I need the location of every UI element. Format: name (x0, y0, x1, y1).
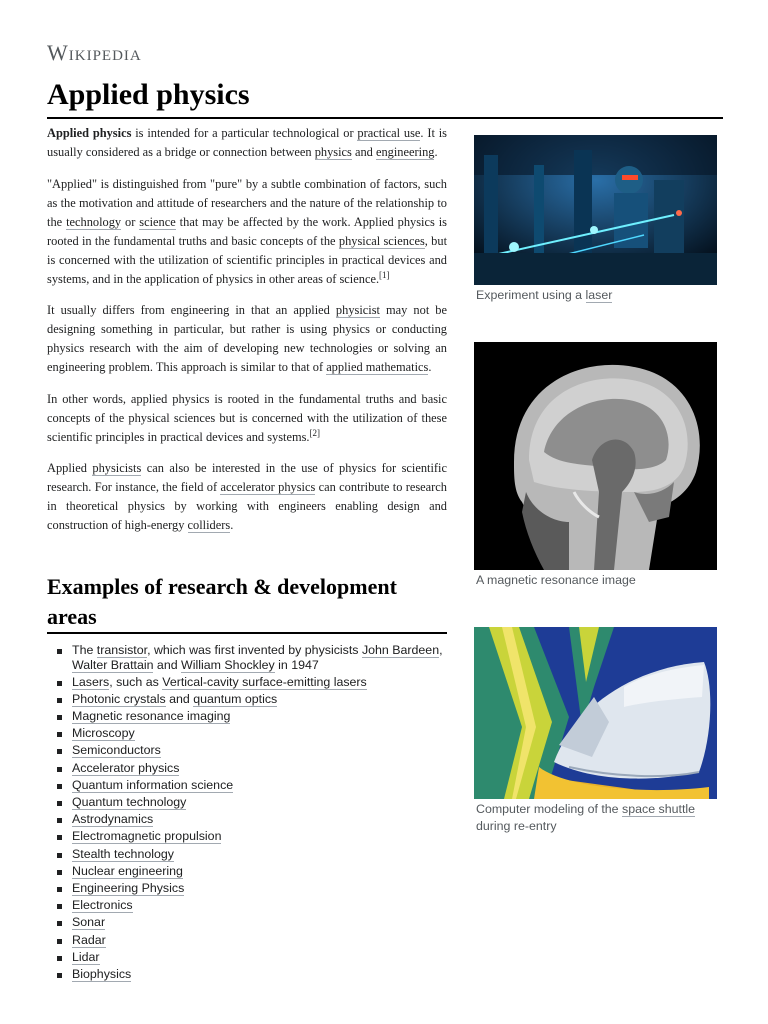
term-bold: Applied physics (47, 126, 132, 140)
text: Computer modeling of the (476, 802, 623, 816)
article-body (47, 124, 447, 548)
text: "Applied" is distinguished from "pure" by a subtle combination of factors, such as the motivation and attitude of researchers and the nature of the relationship to the (47, 176, 447, 229)
text: during re-entry (476, 819, 557, 833)
list-item (47, 675, 447, 690)
link-vcsel[interactable]: Vertical-cavity surface-emitting lasers (162, 674, 367, 689)
text: Applied (47, 461, 93, 475)
text: , such as (109, 674, 163, 689)
list-item (47, 915, 447, 930)
list-item (47, 881, 447, 896)
list-item-link[interactable]: Engineering Physics (72, 880, 185, 895)
list-item (47, 761, 447, 776)
list-item (47, 864, 447, 879)
list-item-link[interactable]: Lidar (72, 949, 100, 964)
link-lasers[interactable]: Lasers (72, 674, 110, 689)
list-item (47, 933, 447, 948)
text: or (121, 214, 140, 229)
reference-1[interactable]: [1] (379, 269, 390, 280)
list-item (47, 743, 447, 758)
text: and (165, 691, 194, 706)
link-science[interactable]: science (139, 214, 176, 229)
text: is intended for a particular technological or (131, 126, 358, 140)
list-item-link[interactable]: Astrodynamics (72, 812, 154, 827)
list-item (47, 950, 447, 965)
shuttle-caption (476, 801, 716, 835)
list-item (47, 812, 447, 827)
title-divider (47, 117, 723, 119)
laser-caption (476, 287, 716, 304)
list-item-link[interactable]: Quantum information science (72, 777, 234, 792)
section-divider (47, 632, 447, 634)
text: . (434, 145, 438, 159)
section-heading: Examples of research & development areas (47, 574, 397, 629)
link-space-shuttle[interactable]: space shuttle (622, 802, 696, 816)
mri-scan (474, 342, 717, 570)
reference-2[interactable]: [2] (309, 427, 321, 438)
list-item (47, 709, 447, 724)
list-item-link[interactable]: Nuclear engineering (72, 863, 183, 878)
list-item (47, 692, 447, 707)
link-physicist[interactable]: physicist (335, 303, 380, 317)
link-physicists[interactable]: physicists (92, 461, 142, 475)
list-item (47, 643, 447, 672)
paragraph-4 (47, 390, 447, 447)
text: , which was first invented by physicists (147, 643, 362, 657)
shuttle-model (474, 627, 717, 799)
paragraph-3 (47, 301, 447, 377)
list-item-link[interactable]: Accelerator physics (72, 760, 180, 775)
mri-caption: A magnetic resonance image (476, 573, 636, 587)
text: can contribute to research in theoretical physics by working with engineers enabling design and construction of high-energy (47, 480, 447, 532)
text: . (230, 518, 234, 532)
list-item-link[interactable]: Electronics (72, 898, 133, 913)
list-item-link[interactable]: Microscopy (72, 726, 135, 741)
text: . It is usually considered as a bridge or connection between (47, 126, 448, 159)
text: The (72, 643, 97, 657)
text: that may be affected by the work. Applied physics is rooted in the fundamental truths and basic concepts of the (47, 214, 447, 248)
link-technology[interactable]: technology (66, 214, 122, 229)
text: and (351, 145, 376, 159)
list-item (47, 847, 447, 862)
list-item (47, 795, 447, 810)
list-item-link[interactable]: Magnetic resonance imaging (72, 709, 231, 724)
link-william-shockley[interactable]: William Shockley (181, 657, 275, 672)
text: in 1947 (274, 657, 319, 672)
link-photonic-crystals[interactable]: Photonic crystals (72, 691, 166, 706)
list-item (47, 778, 447, 793)
list-item (47, 967, 447, 982)
paragraph-5 (47, 459, 447, 535)
list-item-link[interactable]: Quantum technology (72, 795, 187, 809)
mri-image[interactable] (474, 342, 717, 570)
list-item (47, 829, 447, 844)
link-physical-sciences[interactable]: physical sciences (338, 233, 425, 248)
laser-experiment-image[interactable] (474, 135, 717, 285)
text: In other words, applied physics is rooted in the fundamental truths and basic concepts of the physical sciences but is concerned with the utilization of these scientific principles in practical devices and systems. (47, 391, 447, 444)
link-practical-use[interactable]: practical use (357, 126, 421, 140)
list-item-link[interactable]: Radar (72, 932, 106, 947)
list-item (47, 898, 447, 913)
research-areas-list (47, 643, 447, 984)
text: and (153, 657, 182, 672)
link-laser[interactable]: laser (585, 288, 613, 302)
link-john-bardeen[interactable]: John Bardeen (361, 643, 440, 657)
text: , (439, 643, 443, 657)
laser-photo (474, 135, 717, 285)
shuttle-simulation-image[interactable] (474, 627, 717, 799)
list-item-link[interactable]: Electromagnetic propulsion (72, 829, 222, 844)
list-item-link[interactable]: Sonar (72, 915, 106, 930)
link-accelerator-physics[interactable]: accelerator physics (220, 480, 316, 494)
link-engineering[interactable]: engineering (375, 145, 435, 159)
paragraph-1 (47, 124, 447, 162)
link-quantum-optics[interactable]: quantum optics (193, 691, 278, 706)
link-walter-brattain[interactable]: Walter Brattain (72, 657, 154, 672)
paragraph-2 (47, 175, 447, 289)
link-transistor[interactable]: transistor (96, 643, 148, 657)
wikipedia-logo[interactable]: Wikipedia (47, 40, 142, 65)
list-item-link[interactable]: Semiconductors (72, 743, 161, 758)
text: It usually differs from engineering in that an applied (47, 303, 336, 317)
text: , but is concerned with the utilization of scientific principles in practical devices and systems, and in the application of physics in other areas of science. (47, 233, 448, 286)
list-item-link[interactable]: Biophysics (72, 966, 132, 981)
text: can also be interested in the use of physics for scientific research. For instance, the field of (47, 461, 447, 494)
list-item-link[interactable]: Stealth technology (72, 846, 174, 861)
page-title: Applied physics (47, 78, 250, 111)
text: may not be designing something in particular, but rather is using physics or conducting physics research with the aim of developing new technologies or solving an engineering problem. This approach is similar to that of (47, 303, 448, 374)
text: Experiment using a (476, 288, 586, 302)
link-applied-mathematics[interactable]: applied mathematics (326, 360, 429, 374)
text: . (428, 360, 432, 374)
link-colliders[interactable]: colliders (187, 518, 231, 532)
list-item (47, 726, 447, 741)
link-physics[interactable]: physics (314, 145, 352, 159)
